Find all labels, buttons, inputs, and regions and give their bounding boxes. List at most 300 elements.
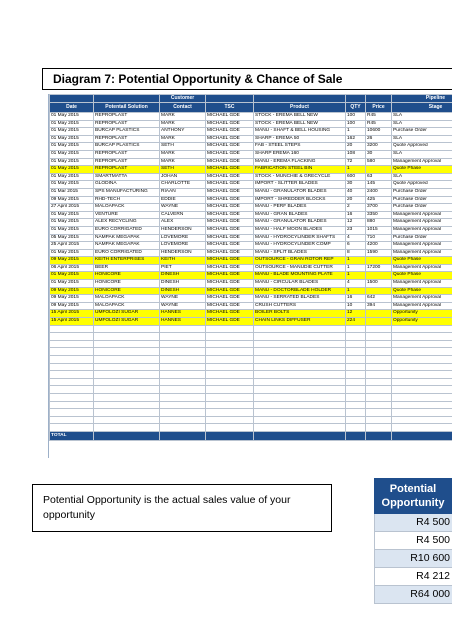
table-cell[interactable]: 1 bbox=[346, 166, 366, 174]
table-cell[interactable]: 09 May 2015 bbox=[50, 287, 94, 295]
table-cell[interactable]: ALEX RECYCLING bbox=[94, 219, 160, 227]
table-cell[interactable] bbox=[254, 401, 346, 409]
table-cell[interactable] bbox=[366, 401, 392, 409]
table-cell[interactable] bbox=[392, 424, 452, 432]
table-cell[interactable]: MICHAEL GDE bbox=[206, 120, 254, 128]
table-cell[interactable]: 01 May 2015 bbox=[50, 120, 94, 128]
table-cell[interactable]: 01 May 2015 bbox=[50, 135, 94, 143]
table-cell[interactable] bbox=[366, 333, 392, 341]
table-cell[interactable]: Management Approval bbox=[392, 264, 452, 272]
table-cell[interactable]: 12 bbox=[346, 310, 366, 318]
table-cell[interactable] bbox=[392, 393, 452, 401]
table-cell[interactable]: Management Approval bbox=[392, 211, 452, 219]
table-cell[interactable]: 09 May 2015 bbox=[50, 295, 94, 303]
table-cell[interactable] bbox=[254, 363, 346, 371]
table-cell[interactable]: Opportunity bbox=[392, 318, 452, 326]
table-cell[interactable]: MICHAEL GDE bbox=[206, 204, 254, 212]
table-cell[interactable] bbox=[254, 325, 346, 333]
table-cell[interactable]: 600 bbox=[346, 173, 366, 181]
table-cell[interactable]: MANU - GRAN BLADES bbox=[254, 211, 346, 219]
table-cell[interactable]: 06 April 2015 bbox=[50, 264, 94, 272]
table-cell[interactable] bbox=[366, 363, 392, 371]
table-cell[interactable] bbox=[94, 409, 160, 417]
table-cell[interactable] bbox=[206, 424, 254, 432]
table-cell[interactable] bbox=[346, 401, 366, 409]
table-cell[interactable]: Quote Phase bbox=[392, 272, 452, 280]
table-cell[interactable] bbox=[94, 325, 160, 333]
table-cell[interactable] bbox=[94, 416, 160, 424]
table-cell[interactable] bbox=[254, 340, 346, 348]
table-cell[interactable] bbox=[366, 166, 392, 174]
table-cell[interactable] bbox=[206, 340, 254, 348]
table-cell[interactable] bbox=[366, 424, 392, 432]
table-cell[interactable] bbox=[366, 318, 392, 326]
table-cell[interactable]: PIET bbox=[160, 264, 206, 272]
table-cell[interactable]: LOVEMORE bbox=[160, 242, 206, 250]
table-cell[interactable] bbox=[346, 393, 366, 401]
table-cell[interactable]: 2 bbox=[346, 204, 366, 212]
table-cell[interactable]: OUTSOURCE - MANUDIE CUTTER bbox=[254, 264, 346, 272]
table-cell[interactable]: JOHAN bbox=[160, 173, 206, 181]
table-cell[interactable]: SLA bbox=[392, 135, 452, 143]
table-cell[interactable]: 01 May 2015 bbox=[50, 158, 94, 166]
table-cell[interactable]: STOCK - EREMA BELL NEW bbox=[254, 120, 346, 128]
table-cell[interactable]: LOVEMORE bbox=[160, 234, 206, 242]
table-cell[interactable] bbox=[94, 371, 160, 379]
table-cell[interactable]: MICHAEL GDE bbox=[206, 219, 254, 227]
table-cell[interactable] bbox=[206, 363, 254, 371]
table-cell[interactable] bbox=[254, 386, 346, 394]
table-cell[interactable] bbox=[50, 333, 94, 341]
table-cell[interactable]: WAYNE bbox=[160, 302, 206, 310]
table-cell[interactable] bbox=[206, 409, 254, 417]
table-cell[interactable]: WAYNE bbox=[160, 204, 206, 212]
table-cell[interactable]: Purchase Order bbox=[392, 204, 452, 212]
table-cell[interactable] bbox=[346, 371, 366, 379]
table-cell[interactable]: 27 April 2015 bbox=[50, 204, 94, 212]
table-cell[interactable]: MALOAPACK bbox=[94, 295, 160, 303]
table-cell[interactable]: 162 bbox=[346, 135, 366, 143]
table-cell[interactable]: 05 May 2015 bbox=[50, 234, 94, 242]
table-cell[interactable]: BURCAP PLASTICS bbox=[94, 128, 160, 136]
table-cell[interactable] bbox=[94, 363, 160, 371]
table-cell[interactable]: MICHAEL GDE bbox=[206, 158, 254, 166]
table-cell[interactable]: BURCAP PLASTICS bbox=[94, 143, 160, 151]
table-cell[interactable]: MICHAEL GDE bbox=[206, 249, 254, 257]
table-cell[interactable]: MICHAEL GDE bbox=[206, 143, 254, 151]
table-cell[interactable]: HANNES bbox=[160, 310, 206, 318]
table-cell[interactable] bbox=[206, 371, 254, 379]
table-cell[interactable]: 8 bbox=[346, 249, 366, 257]
table-cell[interactable]: 17200 bbox=[366, 264, 392, 272]
table-cell[interactable]: 01 May 2015 bbox=[50, 143, 94, 151]
table-cell[interactable] bbox=[160, 409, 206, 417]
table-cell[interactable]: MICHAEL GDE bbox=[206, 287, 254, 295]
table-cell[interactable]: SLA bbox=[392, 120, 452, 128]
table-cell[interactable]: 6 bbox=[346, 242, 366, 250]
table-cell[interactable]: 4 bbox=[346, 234, 366, 242]
table-cell[interactable] bbox=[50, 340, 94, 348]
table-cell[interactable]: MANU - HALF MOON BLADES bbox=[254, 226, 346, 234]
table-cell[interactable]: SHARP - EREMA 50 bbox=[254, 135, 346, 143]
table-cell[interactable]: 01 May 2015 bbox=[50, 226, 94, 234]
table-cell[interactable]: MICHAEL GDE bbox=[206, 242, 254, 250]
table-cell[interactable]: SLA bbox=[392, 150, 452, 158]
table-cell[interactable] bbox=[346, 356, 366, 364]
table-cell[interactable]: Management Approval bbox=[392, 295, 452, 303]
table-cell[interactable]: MANU - PERF BLADES bbox=[254, 204, 346, 212]
table-cell[interactable]: MICHAEL GDE bbox=[206, 234, 254, 242]
table-cell[interactable] bbox=[50, 378, 94, 386]
table-cell[interactable] bbox=[346, 416, 366, 424]
table-cell[interactable]: 10 bbox=[346, 302, 366, 310]
table-cell[interactable]: MICHAEL GDE bbox=[206, 257, 254, 265]
table-cell[interactable]: MANU - DOCTORBLADE HOLDER bbox=[254, 287, 346, 295]
table-cell[interactable]: MARK bbox=[160, 120, 206, 128]
table-cell[interactable]: 10600 bbox=[366, 128, 392, 136]
table-cell[interactable] bbox=[94, 356, 160, 364]
table-cell[interactable]: 20 bbox=[346, 196, 366, 204]
table-cell[interactable]: 1015 bbox=[366, 226, 392, 234]
table-cell[interactable] bbox=[346, 363, 366, 371]
table-cell[interactable]: R45 bbox=[366, 113, 392, 121]
table-cell[interactable]: 30 bbox=[366, 150, 392, 158]
table-cell[interactable]: REPROPLAST bbox=[94, 166, 160, 174]
table-cell[interactable]: 1 bbox=[346, 257, 366, 265]
table-cell[interactable] bbox=[392, 401, 452, 409]
table-cell[interactable] bbox=[206, 416, 254, 424]
table-cell[interactable]: MANU - HYDROCYLINDER COMP bbox=[254, 242, 346, 250]
table-cell[interactable]: MANU - GRANULATOR BLADES bbox=[254, 219, 346, 227]
table-cell[interactable]: MARK bbox=[160, 113, 206, 121]
table-cell[interactable] bbox=[50, 356, 94, 364]
table-cell[interactable]: STOCK - MUNCHIE & GRECYCLE bbox=[254, 173, 346, 181]
table-cell[interactable] bbox=[254, 424, 346, 432]
table-cell[interactable] bbox=[254, 348, 346, 356]
table-cell[interactable] bbox=[50, 424, 94, 432]
table-cell[interactable] bbox=[346, 348, 366, 356]
table-cell[interactable] bbox=[50, 363, 94, 371]
table-cell[interactable] bbox=[366, 386, 392, 394]
table-cell[interactable]: MICHAEL GDE bbox=[206, 166, 254, 174]
table-cell[interactable]: 224 bbox=[346, 318, 366, 326]
table-cell[interactable]: HONICORE bbox=[94, 272, 160, 280]
table-cell[interactable] bbox=[50, 409, 94, 417]
table-cell[interactable]: 2400 bbox=[366, 188, 392, 196]
table-cell[interactable]: MANU - CIRCULAR BLADES bbox=[254, 280, 346, 288]
table-cell[interactable]: MICHAEL GDE bbox=[206, 181, 254, 189]
table-cell[interactable] bbox=[206, 393, 254, 401]
table-cell[interactable] bbox=[392, 333, 452, 341]
table-cell[interactable]: MARK bbox=[160, 150, 206, 158]
table-cell[interactable]: MICHAEL GDE bbox=[206, 173, 254, 181]
table-cell[interactable]: NAMPAK MEGAPAK bbox=[94, 242, 160, 250]
table-cell[interactable]: 710 bbox=[366, 234, 392, 242]
table-cell[interactable] bbox=[50, 386, 94, 394]
table-cell[interactable]: 580 bbox=[366, 158, 392, 166]
table-cell[interactable] bbox=[392, 363, 452, 371]
table-cell[interactable]: 16 bbox=[346, 211, 366, 219]
table-cell[interactable]: MICHAEL GDE bbox=[206, 264, 254, 272]
table-cell[interactable]: 25 April 2015 bbox=[50, 242, 94, 250]
table-cell[interactable]: 3350 bbox=[366, 211, 392, 219]
table-cell[interactable] bbox=[160, 348, 206, 356]
table-cell[interactable]: CALVERN bbox=[160, 211, 206, 219]
table-cell[interactable]: 4200 bbox=[366, 242, 392, 250]
table-cell[interactable]: 15 April 2015 bbox=[50, 318, 94, 326]
table-cell[interactable]: 1590 bbox=[366, 249, 392, 257]
table-cell[interactable]: 1500 bbox=[366, 280, 392, 288]
table-cell[interactable]: Management Approval bbox=[392, 158, 452, 166]
table-cell[interactable] bbox=[206, 325, 254, 333]
table-cell[interactable]: FAB - STEEL STEPS bbox=[254, 143, 346, 151]
table-cell[interactable] bbox=[206, 386, 254, 394]
table-cell[interactable]: MICHAEL GDE bbox=[206, 295, 254, 303]
table-cell[interactable]: Purchase Order bbox=[392, 128, 452, 136]
table-cell[interactable]: 642 bbox=[366, 295, 392, 303]
table-cell[interactable]: 108 bbox=[346, 150, 366, 158]
table-cell[interactable]: HONICORE bbox=[94, 280, 160, 288]
table-cell[interactable] bbox=[392, 378, 452, 386]
table-cell[interactable]: BOILER BOLTS bbox=[254, 310, 346, 318]
table-cell[interactable]: 16 bbox=[346, 295, 366, 303]
table-cell[interactable]: EURO CORRIGATED bbox=[94, 249, 160, 257]
table-cell[interactable]: 01 May 2015 bbox=[50, 128, 94, 136]
table-cell[interactable]: 30 bbox=[346, 181, 366, 189]
table-cell[interactable]: UMFOLOZI SUGAR bbox=[94, 310, 160, 318]
table-cell[interactable]: HENDERSON bbox=[160, 249, 206, 257]
table-cell[interactable]: 01 May 2015 bbox=[50, 150, 94, 158]
table-cell[interactable]: MANU - BLADE MOUNTING PLATE bbox=[254, 272, 346, 280]
table-cell[interactable] bbox=[160, 401, 206, 409]
table-cell[interactable]: WAYNE bbox=[160, 295, 206, 303]
table-cell[interactable] bbox=[206, 378, 254, 386]
table-cell[interactable] bbox=[366, 409, 392, 417]
table-cell[interactable] bbox=[366, 310, 392, 318]
table-cell[interactable] bbox=[346, 340, 366, 348]
table-cell[interactable]: 01 May 2015 bbox=[50, 280, 94, 288]
table-cell[interactable]: REPROPLAST bbox=[94, 150, 160, 158]
table-cell[interactable]: 880 bbox=[366, 219, 392, 227]
table-cell[interactable] bbox=[346, 325, 366, 333]
table-cell[interactable]: ALEX bbox=[160, 219, 206, 227]
table-cell[interactable]: EDDIE bbox=[160, 196, 206, 204]
table-cell[interactable] bbox=[206, 356, 254, 364]
table-cell[interactable]: Quote Phase bbox=[392, 257, 452, 265]
table-cell[interactable]: MANU - GRANULATOR BLADES bbox=[254, 188, 346, 196]
table-cell[interactable] bbox=[254, 409, 346, 417]
table-cell[interactable]: MARK bbox=[160, 135, 206, 143]
table-cell[interactable]: MICHAEL GDE bbox=[206, 310, 254, 318]
table-cell[interactable]: HENDERSON bbox=[160, 226, 206, 234]
table-cell[interactable] bbox=[392, 371, 452, 379]
table-cell[interactable] bbox=[94, 393, 160, 401]
table-cell[interactable] bbox=[160, 371, 206, 379]
table-cell[interactable]: MICHAEL GDE bbox=[206, 280, 254, 288]
table-cell[interactable]: VENTURE bbox=[94, 211, 160, 219]
table-cell[interactable]: SLA bbox=[392, 113, 452, 121]
table-cell[interactable] bbox=[94, 333, 160, 341]
table-cell[interactable]: R45 bbox=[366, 120, 392, 128]
table-cell[interactable] bbox=[206, 348, 254, 356]
table-cell[interactable] bbox=[94, 348, 160, 356]
table-cell[interactable]: Purchase Order bbox=[392, 196, 452, 204]
table-cell[interactable]: DINESH bbox=[160, 287, 206, 295]
table-cell[interactable]: 100 bbox=[346, 113, 366, 121]
table-cell[interactable]: CRUSH CUTTERS bbox=[254, 302, 346, 310]
table-cell[interactable]: 01 May 2015 bbox=[50, 166, 94, 174]
table-cell[interactable]: 09 May 2015 bbox=[50, 257, 94, 265]
table-cell[interactable]: MICHAEL GDE bbox=[206, 226, 254, 234]
table-cell[interactable]: 72 bbox=[346, 158, 366, 166]
table-cell[interactable]: 1 bbox=[346, 272, 366, 280]
table-cell[interactable]: 26 bbox=[366, 135, 392, 143]
table-cell[interactable]: Purchase Order bbox=[392, 188, 452, 196]
table-cell[interactable]: 1 bbox=[346, 128, 366, 136]
table-cell[interactable]: Opportunity bbox=[392, 310, 452, 318]
table-cell[interactable]: 01 May 2015 bbox=[50, 181, 94, 189]
table-cell[interactable]: MALOAPACK bbox=[94, 204, 160, 212]
table-cell[interactable]: MICHAEL GDE bbox=[206, 128, 254, 136]
table-cell[interactable]: HANNES bbox=[160, 318, 206, 326]
table-cell[interactable]: ANTHONY bbox=[160, 128, 206, 136]
table-cell[interactable]: Quote Approved bbox=[392, 143, 452, 151]
table-cell[interactable] bbox=[160, 356, 206, 364]
table-cell[interactable]: REPROPLAST bbox=[94, 113, 160, 121]
table-cell[interactable]: IMPORT - SLITTER BLADES bbox=[254, 181, 346, 189]
table-cell[interactable]: REPROPLAST bbox=[94, 120, 160, 128]
table-cell[interactable] bbox=[94, 401, 160, 409]
table-cell[interactable] bbox=[50, 393, 94, 401]
table-cell[interactable] bbox=[254, 371, 346, 379]
table-cell[interactable] bbox=[392, 356, 452, 364]
table-cell[interactable] bbox=[392, 340, 452, 348]
table-cell[interactable] bbox=[160, 378, 206, 386]
table-cell[interactable]: MANU - EREMA FLACKING bbox=[254, 158, 346, 166]
table-cell[interactable] bbox=[50, 401, 94, 409]
table-cell[interactable] bbox=[366, 340, 392, 348]
table-cell[interactable]: MANU - HYDROCYLINDER SHAFTS bbox=[254, 234, 346, 242]
table-cell[interactable]: FABRICATION STEEL BIN bbox=[254, 166, 346, 174]
table-cell[interactable]: Purchase Order bbox=[392, 234, 452, 242]
table-cell[interactable] bbox=[392, 348, 452, 356]
table-cell[interactable]: 23 bbox=[346, 226, 366, 234]
table-cell[interactable]: MICHAEL GDE bbox=[206, 196, 254, 204]
table-cell[interactable]: 01 May 2015 bbox=[50, 249, 94, 257]
table-cell[interactable] bbox=[346, 409, 366, 417]
table-cell[interactable] bbox=[50, 416, 94, 424]
table-cell[interactable] bbox=[366, 287, 392, 295]
table-cell[interactable]: RHD-TECH bbox=[94, 196, 160, 204]
table-cell[interactable]: 40 bbox=[346, 188, 366, 196]
table-cell[interactable]: MALOAPACK bbox=[94, 302, 160, 310]
table-cell[interactable]: 01 May 2015 bbox=[50, 211, 94, 219]
table-cell[interactable]: SETH bbox=[160, 143, 206, 151]
table-cell[interactable] bbox=[346, 378, 366, 386]
table-cell[interactable] bbox=[254, 333, 346, 341]
table-cell[interactable] bbox=[94, 340, 160, 348]
table-cell[interactable] bbox=[366, 393, 392, 401]
table-cell[interactable]: REPROPLAST bbox=[94, 158, 160, 166]
table-cell[interactable]: STOCK - EREMA BELL NEW bbox=[254, 113, 346, 121]
table-cell[interactable]: OUTSOURCE - GRAN ROTOR REP bbox=[254, 257, 346, 265]
table-cell[interactable] bbox=[346, 386, 366, 394]
table-cell[interactable]: NAMPAK MEGAPAK bbox=[94, 234, 160, 242]
table-cell[interactable] bbox=[160, 416, 206, 424]
table-cell[interactable]: KEITH ENTERPRISES bbox=[94, 257, 160, 265]
table-cell[interactable] bbox=[254, 393, 346, 401]
table-cell[interactable]: SLA bbox=[392, 173, 452, 181]
table-cell[interactable] bbox=[366, 348, 392, 356]
table-cell[interactable]: 01 Mar 2015 bbox=[50, 188, 94, 196]
table-cell[interactable]: GLODINA bbox=[94, 181, 160, 189]
table-cell[interactable]: MANU - SERRATED BLADES bbox=[254, 295, 346, 303]
table-cell[interactable]: SPS MANUFACTURING bbox=[94, 188, 160, 196]
table-cell[interactable] bbox=[366, 325, 392, 333]
table-cell[interactable] bbox=[366, 257, 392, 265]
table-cell[interactable]: 12 bbox=[346, 219, 366, 227]
table-cell[interactable]: 394 bbox=[366, 302, 392, 310]
table-cell[interactable]: HONICORE bbox=[94, 287, 160, 295]
table-cell[interactable]: 4 bbox=[346, 280, 366, 288]
table-cell[interactable]: MICHAEL GDE bbox=[206, 211, 254, 219]
table-cell[interactable] bbox=[346, 333, 366, 341]
table-cell[interactable]: Management Approval bbox=[392, 249, 452, 257]
table-cell[interactable] bbox=[392, 325, 452, 333]
table-cell[interactable] bbox=[94, 378, 160, 386]
table-cell[interactable]: Quote Phase bbox=[392, 287, 452, 295]
table-cell[interactable]: MICHAEL GDE bbox=[206, 188, 254, 196]
table-cell[interactable] bbox=[94, 424, 160, 432]
table-cell[interactable] bbox=[254, 356, 346, 364]
table-cell[interactable]: Management Approval bbox=[392, 302, 452, 310]
table-cell[interactable] bbox=[160, 325, 206, 333]
table-cell[interactable]: 09 May 2015 bbox=[50, 302, 94, 310]
table-cell[interactable] bbox=[50, 325, 94, 333]
table-cell[interactable] bbox=[366, 272, 392, 280]
table-cell[interactable] bbox=[50, 348, 94, 356]
table-cell[interactable]: DINESH bbox=[160, 280, 206, 288]
table-cell[interactable]: 100 bbox=[346, 120, 366, 128]
table-cell[interactable]: Management Approval bbox=[392, 280, 452, 288]
table-cell[interactable]: 425 bbox=[366, 196, 392, 204]
table-cell[interactable]: SMARTMATTA bbox=[94, 173, 160, 181]
table-cell[interactable] bbox=[366, 356, 392, 364]
table-cell[interactable]: EURO CORRIGATED bbox=[94, 226, 160, 234]
table-cell[interactable]: BEER bbox=[94, 264, 160, 272]
table-cell[interactable]: Management Approval bbox=[392, 242, 452, 250]
table-cell[interactable] bbox=[392, 409, 452, 417]
table-cell[interactable]: MICHAEL GDE bbox=[206, 302, 254, 310]
table-cell[interactable]: 63 bbox=[366, 173, 392, 181]
table-cell[interactable] bbox=[206, 333, 254, 341]
table-cell[interactable] bbox=[366, 416, 392, 424]
table-cell[interactable]: 09 May 2015 bbox=[50, 196, 94, 204]
table-cell[interactable] bbox=[206, 401, 254, 409]
table-cell[interactable] bbox=[160, 340, 206, 348]
table-cell[interactable] bbox=[254, 378, 346, 386]
table-cell[interactable]: MICHAEL GDE bbox=[206, 135, 254, 143]
table-cell[interactable]: KEITH bbox=[160, 257, 206, 265]
table-cell[interactable]: SETH bbox=[160, 166, 206, 174]
table-cell[interactable]: MICHAEL GDE bbox=[206, 113, 254, 121]
table-cell[interactable]: MICHAEL GDE bbox=[206, 150, 254, 158]
table-cell[interactable]: 01 May 2015 bbox=[50, 113, 94, 121]
table-cell[interactable]: 20 bbox=[346, 143, 366, 151]
table-cell[interactable] bbox=[160, 386, 206, 394]
table-cell[interactable] bbox=[366, 378, 392, 386]
table-cell[interactable]: 1 bbox=[346, 287, 366, 295]
